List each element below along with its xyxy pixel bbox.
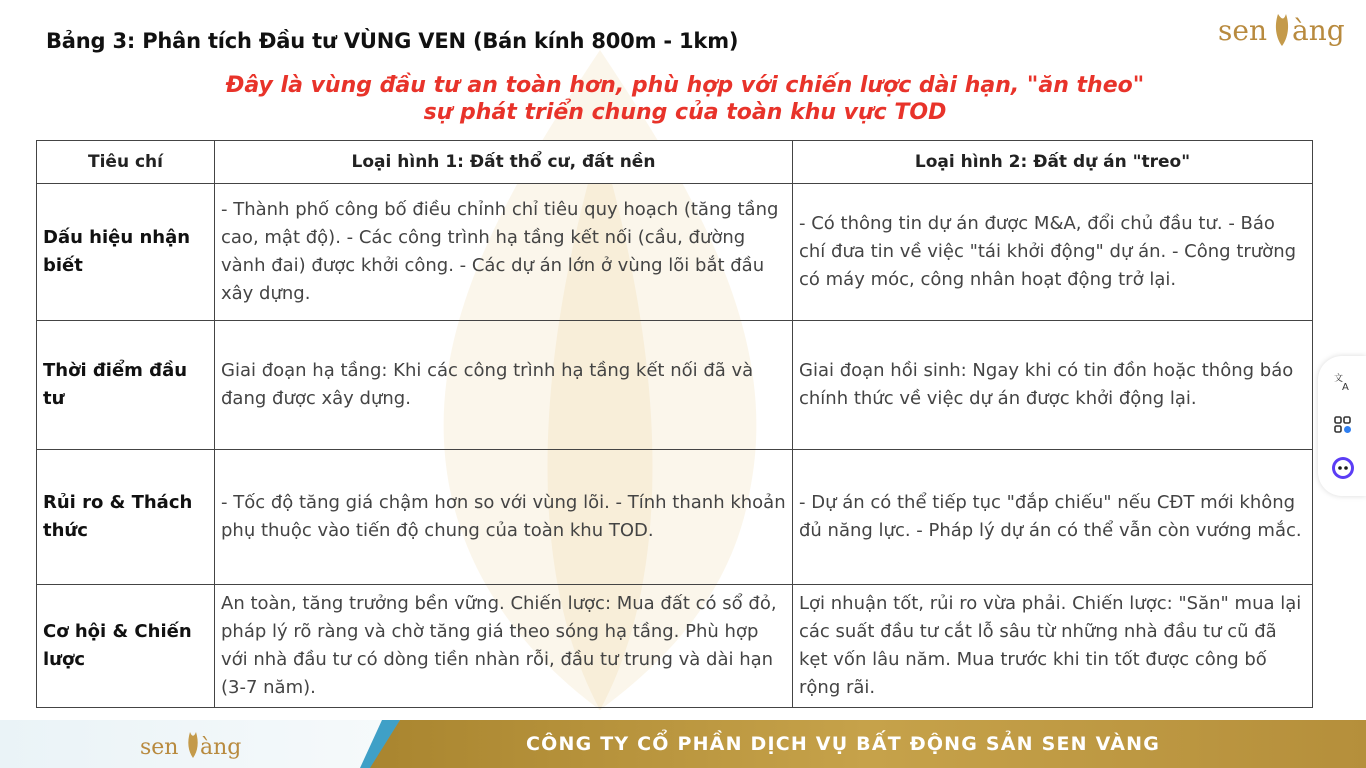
header-criteria: Tiêu chí <box>37 141 215 184</box>
sen-vang-logo <box>1216 4 1362 52</box>
svg-text:文: 文 <box>1334 374 1344 384</box>
table-row <box>37 585 1313 708</box>
criterion-cell: Rủi ro & Thách thức <box>37 450 215 585</box>
criterion-cell: Thời điểm đầu tư <box>37 321 215 450</box>
assistant-icon[interactable] <box>1330 455 1356 481</box>
svg-text:àng: àng <box>1292 14 1345 47</box>
table-row <box>37 184 1313 321</box>
footer-sen-vang-logo <box>138 726 268 764</box>
svg-text:sen: sen <box>140 735 179 760</box>
investment-analysis-table <box>36 140 1313 708</box>
slide-title: Bảng 3: Phân tích Đầu tư VÙNG VEN (Bán kính 800m - 1km) <box>46 29 739 53</box>
criterion-cell: Cơ hội & Chiến lược <box>37 585 215 708</box>
type1-cell: Giai đoạn hạ tầng: Khi các công trình hạ tầng kết nối đã và đang được xây dựng. <box>215 321 793 450</box>
svg-text:A: A <box>1342 382 1349 392</box>
apps-icon[interactable] <box>1330 412 1356 438</box>
type2-cell: Lợi nhuận tốt, rủi ro vừa phải. Chiến lược: "Săn" mua lại các suất đầu tư cắt lỗ sâu từ những nhà đầu tư cũ đã kẹt vốn lâu năm. Mua trước khi tin tốt được công bố rộng rãi. <box>793 585 1313 708</box>
table-header-row <box>37 141 1313 184</box>
type2-cell: - Có thông tin dự án được M&A, đổi chủ đầu tư. - Báo chí đưa tin về việc "tái khởi động" dự án. - Công trường có máy móc, công nhân hoạt động trở lại. <box>793 184 1313 321</box>
type2-cell: - Dự án có thể tiếp tục "đắp chiếu" nếu CĐT mới không đủ năng lực. - Pháp lý dự án có thể vẫn còn vướng mắc. <box>793 450 1313 585</box>
table-row <box>37 450 1313 585</box>
svg-text:àng: àng <box>200 735 242 760</box>
header-type-1: Loại hình 1: Đất thổ cư, đất nền <box>215 141 793 184</box>
type1-cell: - Thành phố công bố điều chỉnh chỉ tiêu quy hoạch (tăng tầng cao, mật độ). - Các công trình hạ tầng kết nối (cầu, đường vành đai) được khởi công. - Các dự án lớn ở vùng lõi bắt đầu xây dựng. <box>215 184 793 321</box>
footer-bar <box>0 720 1366 768</box>
svg-text:sen: sen <box>1218 14 1267 47</box>
footer-company-name: CÔNG TY CỔ PHẦN DỊCH VỤ BẤT ĐỘNG SẢN SEN VÀNG <box>526 733 1160 755</box>
side-toolbar <box>1318 356 1366 496</box>
criterion-cell: Dấu hiệu nhận biết <box>37 184 215 321</box>
type1-cell: - Tốc độ tăng giá chậm hơn so với vùng lõi. - Tính thanh khoản phụ thuộc vào tiến độ chung của toàn khu TOD. <box>215 450 793 585</box>
translate-icon[interactable] <box>1330 368 1356 394</box>
type1-cell: An toàn, tăng trưởng bền vững. Chiến lược: Mua đất có sổ đỏ, pháp lý rõ ràng và chờ tăng giá theo sóng hạ tầng. Phù hợp với nhà đầu tư có dòng tiền nhàn rỗi, đầu tư trung và dài hạn (3-7 năm). <box>215 585 793 708</box>
type2-cell: Giai đoạn hồi sinh: Ngay khi có tin đồn hoặc thông báo chính thức về việc dự án được khởi động lại. <box>793 321 1313 450</box>
table-row <box>37 321 1313 450</box>
header-type-2: Loại hình 2: Đất dự án "treo" <box>793 141 1313 184</box>
subtitle-note: Đây là vùng đầu tư an toàn hơn, phù hợp với chiến lược dài hạn, "ăn theo" sự phát triển chung của toàn khu vực TOD <box>225 73 1145 125</box>
